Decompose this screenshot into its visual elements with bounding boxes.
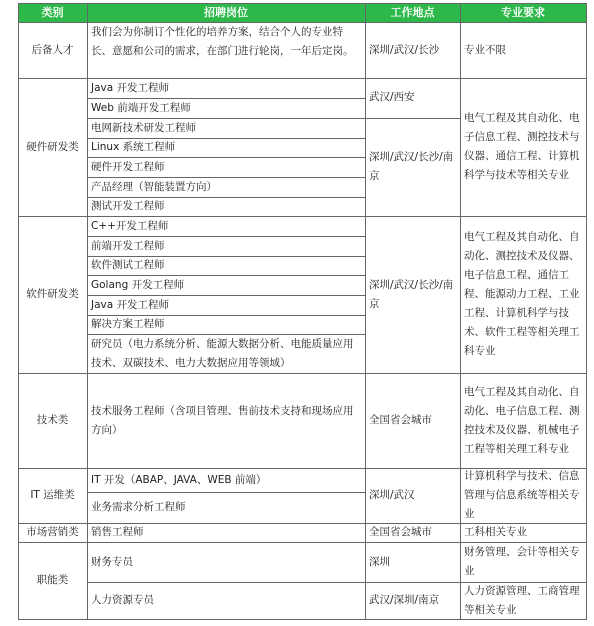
category-hardware: 硬件研发类 — [26, 140, 79, 153]
grid-line — [87, 197, 365, 198]
position-hardware-4: Linux 系统工程师 — [91, 141, 176, 153]
position-software-3: 软件测试工程师 — [91, 259, 165, 271]
grid-line — [365, 3, 366, 619]
category-functional: 职能类 — [36, 574, 69, 586]
category-reserve: 后备人才 — [31, 43, 74, 56]
grid-line — [460, 3, 461, 619]
grid-line — [87, 98, 365, 99]
location-functional-2: 武汉/深圳/南京 — [369, 594, 440, 606]
location-marketing: 全国省会城市 — [369, 526, 432, 538]
position-hardware-2: Web 前端开发工程师 — [91, 101, 191, 114]
major-hardware: 电气工程及其自动化、电子信息工程、测控技术与仪器、通信工程、计算机科学与技术等相关专业 — [464, 112, 580, 181]
grid-line — [18, 468, 587, 469]
position-functional-1: 财务专员 — [91, 555, 133, 568]
grid-line — [87, 295, 365, 296]
position-hardware-7: 测试开发工程师 — [91, 200, 165, 212]
grid-line — [18, 3, 19, 619]
header-major: 专业要求 — [460, 3, 586, 22]
position-reserve: 我们会为你制订个性化的培养方案，结合个人的专业特长、意愿和公司的需求，在部门进行轮岗，一年后定岗。 — [91, 26, 354, 57]
position-marketing: 销售工程师 — [91, 526, 144, 538]
location-reserve: 深圳/武汉/长沙 — [369, 43, 440, 56]
grid-line — [87, 177, 365, 178]
position-it-1: IT 开发（ABAP、JAVA、WEB 前端） — [91, 473, 267, 486]
position-software-4: Golang 开发工程师 — [91, 278, 185, 291]
grid-line — [87, 256, 365, 257]
position-software-5: Java 开发工程师 — [91, 298, 170, 311]
location-it: 深圳/武汉 — [369, 489, 415, 501]
grid-line — [18, 542, 587, 543]
position-software-2: 前端开发工程师 — [91, 239, 165, 252]
grid-line — [18, 216, 587, 217]
grid-line — [87, 582, 587, 583]
position-software-7: 研究员（电力系统分析、能源大数据分析、电能质量应用技术、双碳技术、电力大数据应用等领域） — [91, 337, 354, 369]
grid-line — [586, 3, 587, 619]
grid-line — [87, 236, 365, 237]
location-functional-1: 深圳 — [369, 555, 390, 568]
location-hardware-a: 武汉/西安 — [369, 91, 415, 103]
grid-line — [87, 492, 365, 493]
category-marketing: 市场营销类 — [26, 526, 79, 538]
location-software: 深圳/武汉/长沙/南京 — [369, 278, 454, 310]
grid-line — [18, 3, 587, 4]
position-tech: 技术服务工程师（含项目管理、售前技术支持和现场应用方向） — [91, 404, 354, 436]
category-software: 软件研发类 — [26, 288, 79, 300]
major-it: 计算机科学与技术、信息管理与信息系统等相关专业 — [464, 470, 580, 520]
major-tech: 电气工程及其自动化、自动化、电子信息工程、测控技术及仪器、机械电子工程等相关理工科专业 — [464, 385, 580, 455]
header-location: 工作地点 — [365, 3, 460, 22]
position-hardware-5: 硬件开发工程师 — [91, 160, 165, 173]
position-hardware-3: 电网新技术研发工程师 — [91, 121, 196, 134]
major-functional-2: 人力资源管理、工商管理等相关专业 — [464, 584, 580, 616]
grid-line — [87, 138, 365, 139]
location-hardware-b: 深圳/武汉/长沙/南京 — [369, 151, 454, 182]
position-software-1: C++开发工程师 — [91, 219, 169, 232]
major-marketing: 工科相关专业 — [464, 526, 527, 538]
header-category: 类别 — [18, 3, 87, 22]
grid-line — [18, 523, 587, 524]
grid-line — [87, 3, 88, 619]
category-it: IT 运维类 — [30, 489, 75, 501]
grid-line — [87, 334, 365, 335]
grid-line — [18, 78, 587, 79]
grid-line — [18, 373, 587, 374]
grid-line — [18, 619, 587, 620]
grid-line — [87, 315, 365, 316]
position-software-6: 解决方案工程师 — [91, 318, 165, 330]
position-hardware-1: Java 开发工程师 — [91, 81, 170, 94]
grid-line — [18, 22, 587, 23]
grid-line — [87, 157, 365, 158]
position-functional-2: 人力资源专员 — [91, 594, 154, 606]
major-reserve: 专业不限 — [464, 43, 506, 56]
major-functional-1: 财务管理、会计等相关专业 — [464, 546, 580, 577]
position-it-2: 业务需求分析工程师 — [91, 501, 186, 513]
location-tech: 全国省会城市 — [369, 414, 432, 426]
major-software: 电气工程及其自动化、自动化、测控技术及仪器、电子信息工程、通信工程、能源动力工程、工业工程、计算机科学与技术、软件工程等相关理工科专业 — [464, 231, 580, 357]
grid-line — [87, 275, 365, 276]
grid-line — [87, 118, 460, 119]
category-tech: 技术类 — [36, 414, 69, 426]
header-position: 招聘岗位 — [87, 3, 365, 22]
position-hardware-6: 产品经理（智能装置方向） — [91, 180, 217, 193]
